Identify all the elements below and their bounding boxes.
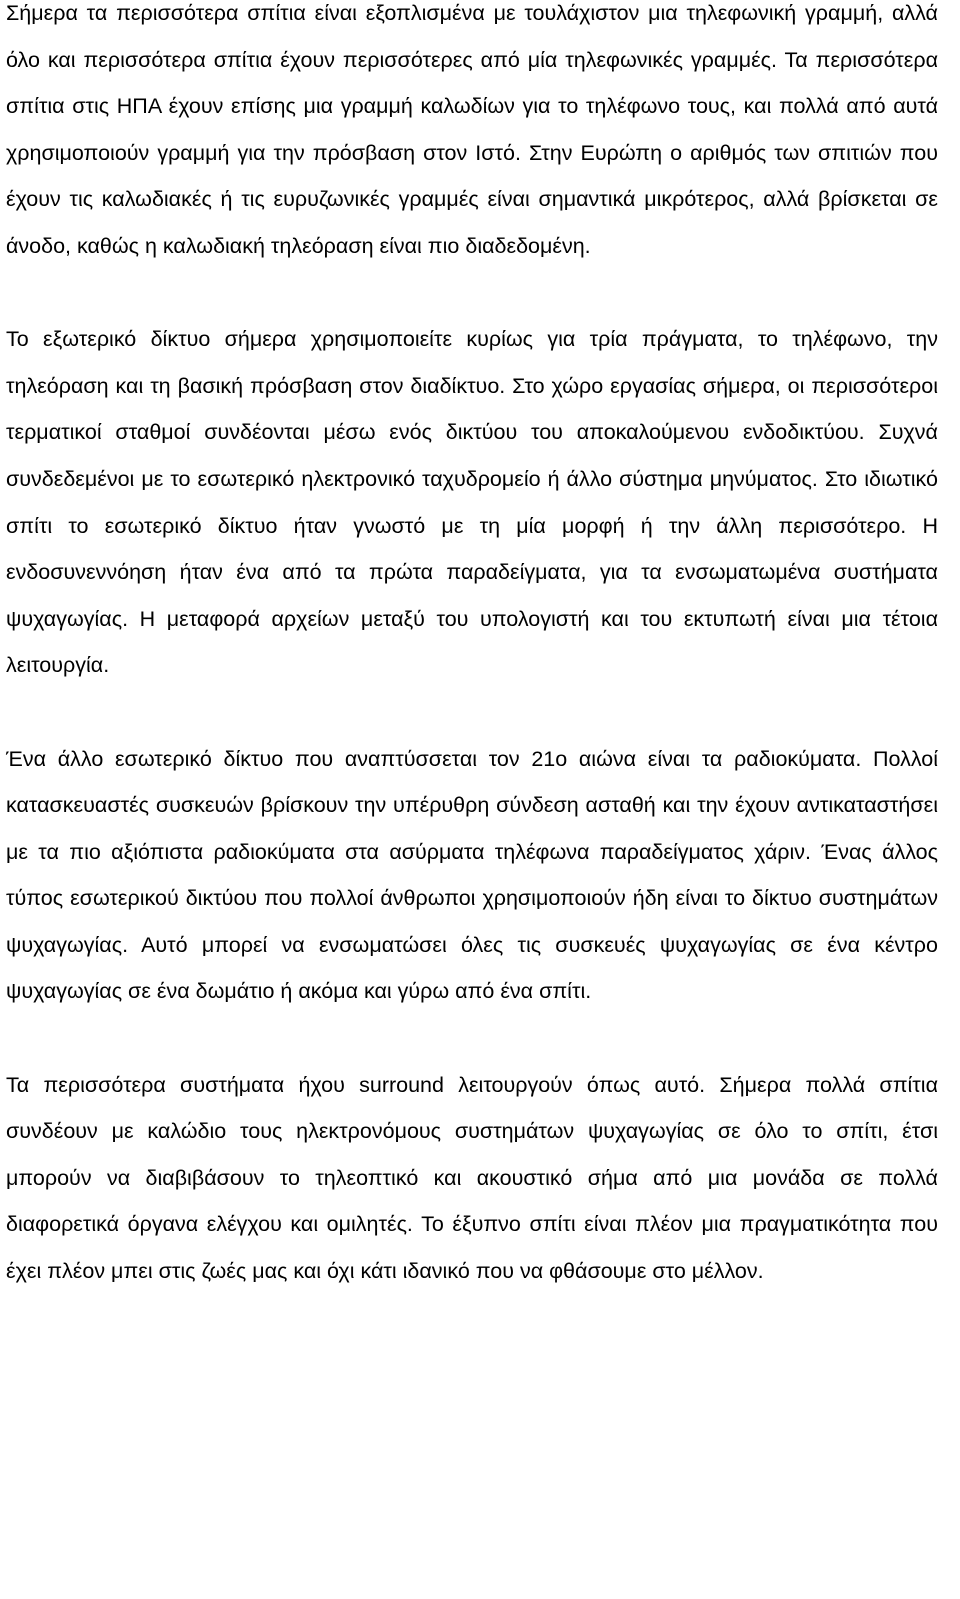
paragraph-surround-sound: Τα περισσότερα συστήματα ήχου surround λειτουργούν όπως αυτό. Σήμερα πολλά σπίτια συνδέουν με καλώδιο τους ηλεκτρονόμους συστημάτων ψυχαγωγίας σε όλο το σπίτι, έτσι μπορούν να διαβιβάσουν το τηλεοπτικό και ακουστικό σήμα από μια μονάδα σε πολλά διαφορετικά όργανα ελέγχου και ομιλητές. Το έξυπνο σπίτι είναι πλέον μια πραγματικότητα που έχει πλέον μπει στις ζωές μας και όχι κάτι ιδανικό που να φθάσουμε στο μέλλον.: [6, 1072, 938, 1284]
paragraph-external-network: Το εξωτερικό δίκτυο σήμερα χρησιμοποιείτε κυρίως για τρία πράγματα, το τηλέφωνο, την τηλεόραση και τη βασική πρόσβαση στον διαδίκτυο. Στο χώρο εργασίας σήμερα, οι περισσότεροι τερματικοί σταθμοί συνδέονται μέσω ενός δικτύου του αποκαλούμενου ενδοδικτύου. Συχνά συνδεδεμένοι με το εσωτερικό ηλεκτρονικό ταχυδρομείο ή άλλο σύστημα μηνύματος. Στο ιδιωτικό σπίτι το εσωτερικό δίκτυο ήταν γνωστό με τη μία μορφή ή την άλλη περισσότερο. Η ενδοσυνεννόηση ήταν ένα από τα πρώτα παραδείγματα, για τα ενσωματωμένα συστήματα ψυχαγωγίας. Η μεταφορά αρχείων μεταξύ του υπολογιστή και του εκτυπωτή είναι μια τέτοια λειτουργία.: [6, 327, 938, 678]
paragraph-home-phone-lines: Σήμερα τα περισσότερα σπίτια είναι εξοπλισμένα με τουλάχιστον μια τηλεφωνική γραμμή, αλλά όλο και περισσότερα σπίτια έχουν περισσότερες από μία τηλεφωνικές γραμμές. Τα περισσότερα σπίτια στις ΗΠΑ έχουν επίσης μια γραμμή καλωδίων για το τηλέφωνο τους, και πολλά από αυτά χρησιμοποιούν γραμμή για την πρόσβαση στον Ιστό. Στην Ευρώπη ο αριθμός των σπιτιών που έχουν τις καλωδιακές ή τις ευρυζωνικές γραμμές είναι σημαντικά μικρότερος, αλλά βρίσκεται σε άνοδο, καθώς η καλωδιακή τηλεόραση είναι πιο διαδεδομένη.: [6, 1, 938, 258]
paragraph-radio-waves: Ένα άλλο εσωτερικό δίκτυο που αναπτύσσεται τον 21ο αιώνα είναι τα ραδιοκύματα. Πολλοί κατασκευαστές συσκευών βρίσκουν την υπέρυθρη σύνδεση ασταθή και την έχουν αντικαταστήσει με τα πιο αξιόπιστα ραδιοκύματα στα ασύρματα τηλέφωνα παραδείγματος χάριν. Ένας άλλος τύπος εσωτερικού δικτύου που πολλοί άνθρωποι χρησιμοποιούν ήδη είναι το δίκτυο συστημάτων ψυχαγωγίας. Αυτό μπορεί να ενσωματώσει όλες τις συσκευές ψυχαγωγίας σε ένα κέντρο ψυχαγωγίας σε ένα δωμάτιο ή ακόμα και γύρω από ένα σπίτι.: [6, 746, 938, 1004]
document-page: [6, 0, 938, 1295]
